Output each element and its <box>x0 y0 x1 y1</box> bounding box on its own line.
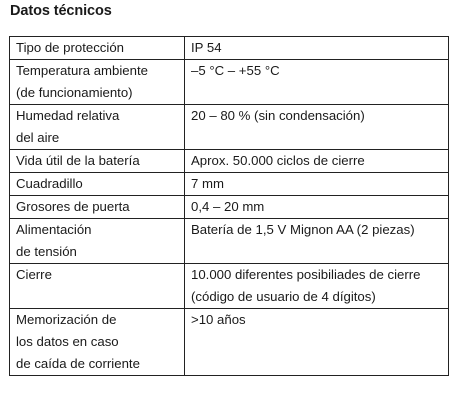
row-value: Batería de 1,5 V Mignon AA (2 piezas) <box>185 219 449 264</box>
row-value: 10.000 diferentes posibiliades de cierre (código de usuario de 4 dígitos) <box>185 264 449 309</box>
row-value: 0,4 – 20 mm <box>185 196 449 219</box>
row-label: Vida útil de la batería <box>10 150 185 173</box>
table-row <box>10 309 449 376</box>
table-row <box>10 105 449 150</box>
table-row <box>10 150 449 173</box>
table-row <box>10 60 449 105</box>
row-label: Grosores de puerta <box>10 196 185 219</box>
page-title: Datos técnicos <box>10 3 112 19</box>
row-value: –5 °C – +55 °C <box>185 60 449 105</box>
row-label: Humedad relativa del aire <box>10 105 185 150</box>
row-value: Aprox. 50.000 ciclos de cierre <box>185 150 449 173</box>
row-label: Cuadradillo <box>10 173 185 196</box>
row-value: 20 – 80 % (sin condensación) <box>185 105 449 150</box>
table-row <box>10 37 449 60</box>
table-row <box>10 196 449 219</box>
row-value: 7 mm <box>185 173 449 196</box>
table-row <box>10 219 449 264</box>
table-row <box>10 264 449 309</box>
row-value: >10 años <box>185 309 449 376</box>
table-row <box>10 173 449 196</box>
row-label: Temperatura ambiente (de funcionamiento) <box>10 60 185 105</box>
row-label: Cierre <box>10 264 185 309</box>
row-label: Memorización de los datos en caso de caída de corriente <box>10 309 185 376</box>
technical-data-table <box>9 36 449 376</box>
row-label: Alimentación de tensión <box>10 219 185 264</box>
row-label: Tipo de protección <box>10 37 185 60</box>
row-value: IP 54 <box>185 37 449 60</box>
